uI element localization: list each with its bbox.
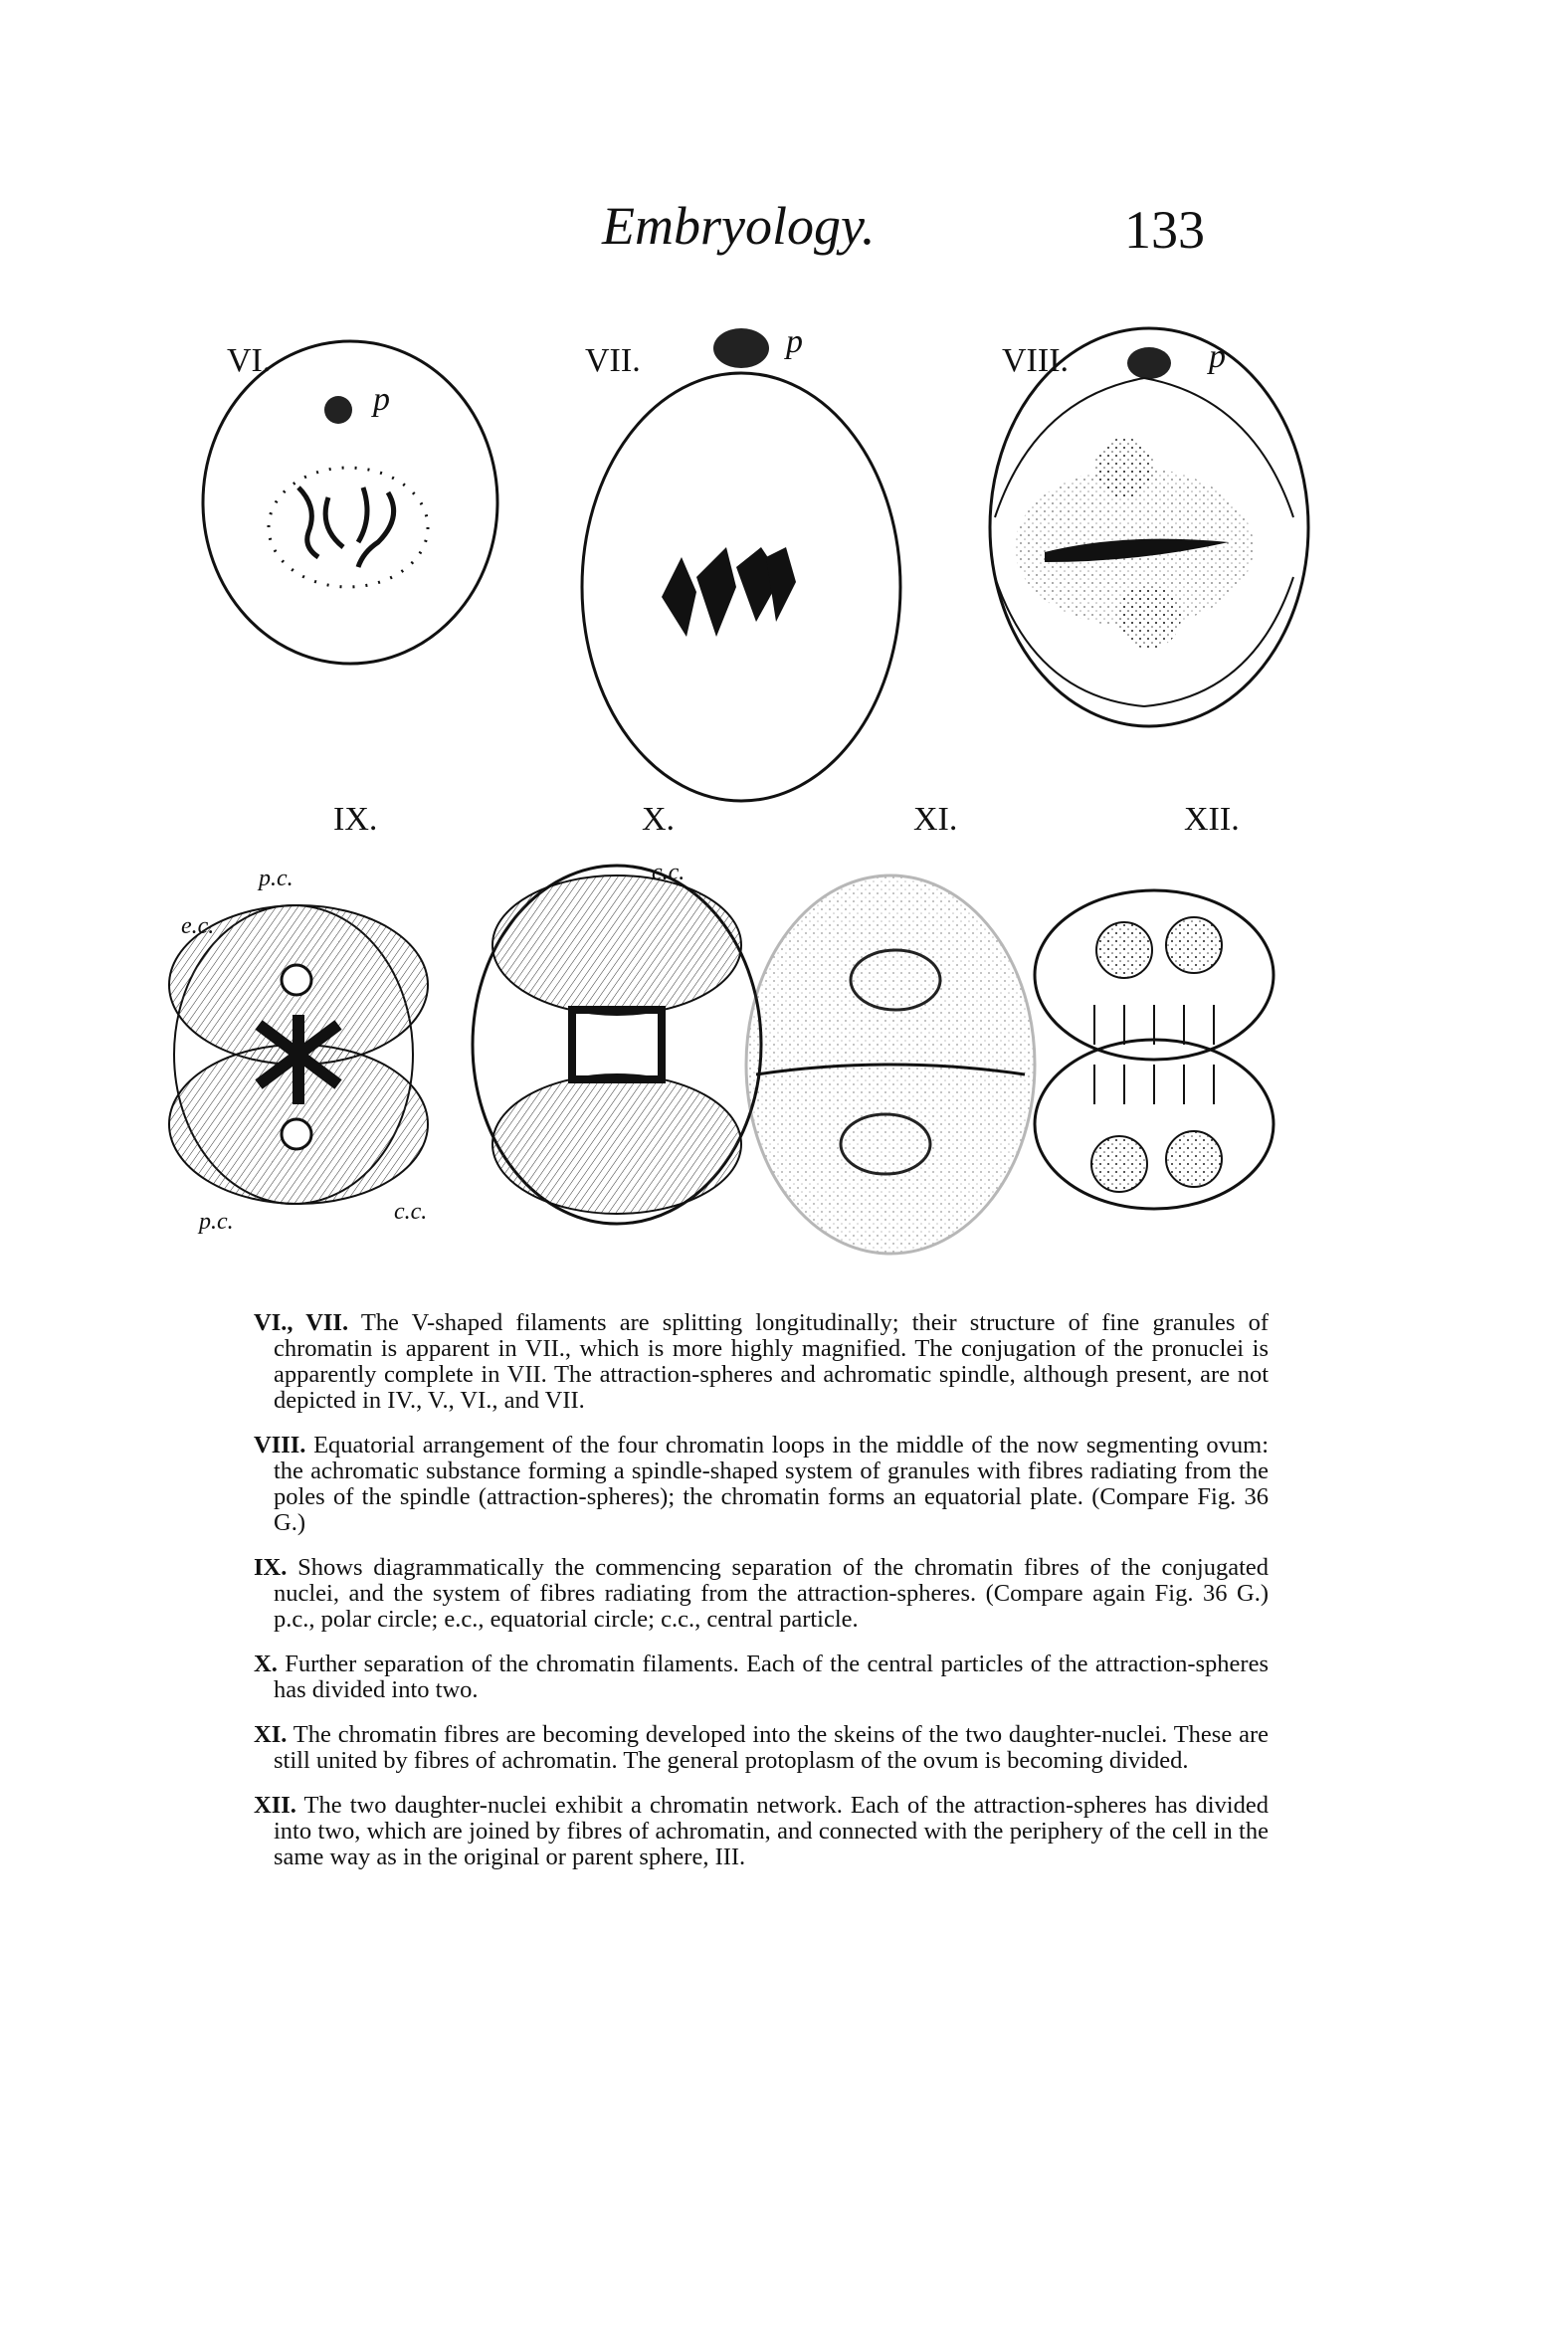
figure-xii [1035,890,1274,1209]
figure-label-xii: XII. [1184,801,1240,838]
page-number: 133 [1124,200,1205,260]
caption-vi-vii: VI., VII. The V-shaped filaments are splitting longitudinally; their structure of fine granules of chromatin is apparent in VII., which is more highly magnified. The conjugation of the pronuclei is apparently complete in VII. The attraction-spheres and achromatic spindle, although present, are not depicted in IV., V., VI., and VII. [254,1309,1270,1414]
figure-sublabel-ix-cc: c.c. [394,1199,428,1225]
figure-sublabel-x-cc: c.c. [652,860,686,885]
figure-label-x: X. [642,801,676,838]
figure-label-ix: IX. [333,801,378,838]
caption-x: X. Further separation of the chromatin filaments. Each of the central particles of the attraction-spheres has divided into two. [254,1651,1270,1703]
figure-sublabel-ix-ec: e.c. [181,913,215,939]
figure-sublabel-viii-p: p [1209,338,1226,375]
figure-label-xi: XI. [913,801,958,838]
figure-x [473,866,761,1224]
figure-vii [582,328,900,801]
caption-viii: VIII. Equatorial arrangement of the four chromatin loops in the middle of the now segmenting ovum: the achromatic substance forming a spindle-shaped system of granules with fibres radiating from the poles of the spindle (attraction-spheres); the chromatin forms an equatorial plate. (Compare Fig. 36 G.) [254,1432,1270,1536]
figure-ix [169,905,428,1204]
figure-label-viii: VIII. [1002,342,1070,379]
figure-xi [746,875,1035,1254]
figure-label-vi: VI. [227,342,272,379]
figure-viii [990,328,1308,726]
figure-vi [203,341,497,664]
caption-ix: IX. Shows diagrammatically the commencing separation of the chromatin fibres of the conjugated nuclei, and the system of fibres radiating from the attraction-spheres. (Compare again Fig. 36 G.) p.c., polar circle; e.c., equatorial circle; c.c., central particle. [254,1554,1270,1633]
caption-xii: XII. The two daughter-nuclei exhibit a chromatin network. Each of the attraction-spheres has divided into two, which are joined by fibres of achromatin, and connected with the periphery of the cell in the same way as in the original or parent sphere, III. [254,1792,1269,1870]
figure-sublabel-ix-pc-bottom: p.c. [199,1209,234,1235]
caption-xi: XI. The chromatin fibres are becoming developed into the skeins of the two daughter-nuclei. These are still united by fibres of achromatin. The general protoplasm of the ovum is becoming divided. [254,1721,1269,1774]
figure-sublabel-vii-p: p [786,323,803,360]
figure-sublabel-ix-pc-top: p.c. [259,866,294,891]
figure-captions [254,1310,1269,1889]
figure-sublabel-vi-p: p [373,381,390,418]
figure-label-vii: VII. [585,342,641,379]
running-head-title: Embryology. [602,196,876,256]
